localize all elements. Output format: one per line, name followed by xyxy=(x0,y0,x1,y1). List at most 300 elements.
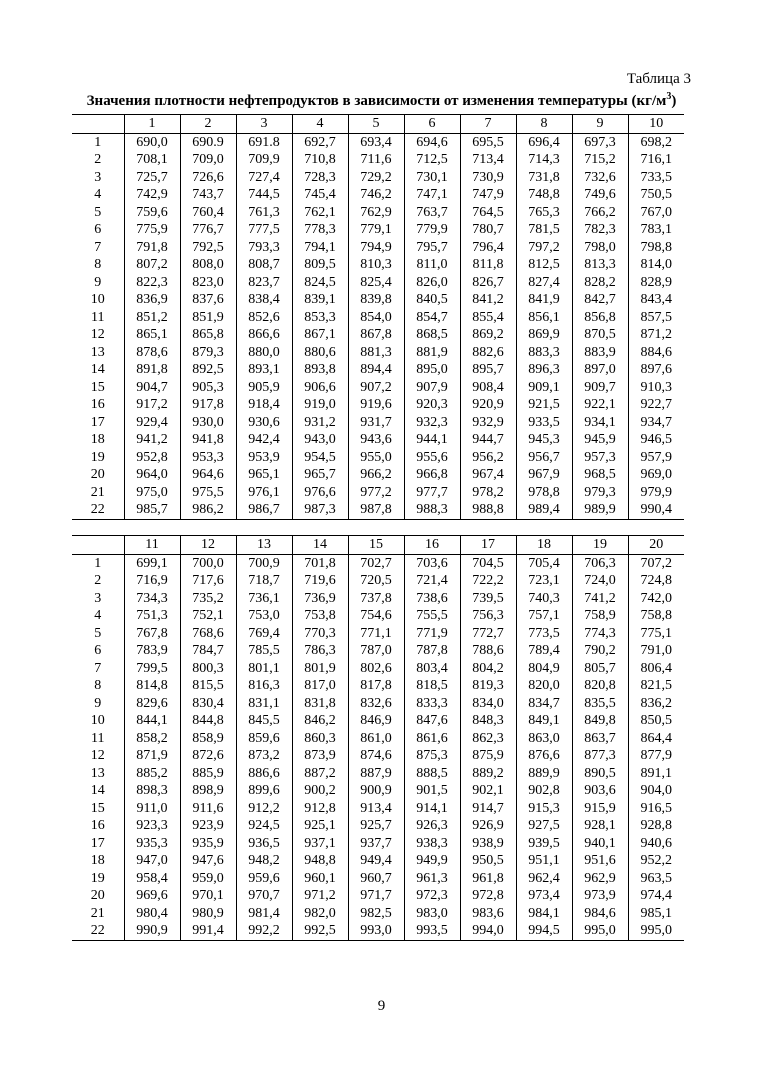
table-cell: 780,7 xyxy=(460,221,516,239)
table-cell: 964,0 xyxy=(124,466,180,484)
table-cell: 845,5 xyxy=(236,712,292,730)
table-cell: 730,1 xyxy=(404,169,460,187)
table-cell: 931,7 xyxy=(348,414,404,432)
table-cell: 878,6 xyxy=(124,344,180,362)
table-cell: 791,0 xyxy=(628,642,684,660)
table-cell: 874,6 xyxy=(348,747,404,765)
table-cell: 937,1 xyxy=(292,835,348,853)
table-cell: 896,3 xyxy=(516,361,572,379)
table-cell: 920,3 xyxy=(404,396,460,414)
table-cell: 700,9 xyxy=(236,554,292,572)
table-cell: 943,6 xyxy=(348,431,404,449)
table-cell: 978,8 xyxy=(516,484,572,502)
table-cell: 860,3 xyxy=(292,730,348,748)
column-header: 19 xyxy=(572,536,628,555)
table-cell: 837,6 xyxy=(180,291,236,309)
table-cell: 935,9 xyxy=(180,835,236,853)
table-cell: 748,8 xyxy=(516,186,572,204)
table-row xyxy=(72,905,684,923)
table-cell: 919,6 xyxy=(348,396,404,414)
table-cell: 770,3 xyxy=(292,625,348,643)
table-cell: 904,0 xyxy=(628,782,684,800)
table-cell: 850,5 xyxy=(628,712,684,730)
table-cell: 946,5 xyxy=(628,431,684,449)
table-row xyxy=(72,501,684,519)
table-cell: 690.9 xyxy=(180,133,236,151)
table-cell: 701,8 xyxy=(292,554,348,572)
row-number: 17 xyxy=(90,414,105,430)
table-cell: 713,4 xyxy=(460,151,516,169)
table-row xyxy=(72,186,684,204)
table-cell: 807,2 xyxy=(124,256,180,274)
table-cell: 949,4 xyxy=(348,852,404,870)
table-cell: 740,3 xyxy=(516,590,572,608)
table-cell: 875,9 xyxy=(460,747,516,765)
table-cell: 716,1 xyxy=(628,151,684,169)
table-cell: 836,2 xyxy=(628,695,684,713)
table-cell: 940,6 xyxy=(628,835,684,853)
table-cell: 756,3 xyxy=(460,607,516,625)
table-row xyxy=(72,870,684,888)
column-header: 1 xyxy=(124,115,180,134)
table-cell: 948,2 xyxy=(236,852,292,870)
table-cell: 829,6 xyxy=(124,695,180,713)
row-number: 3 xyxy=(94,169,102,185)
table-cell: 863,7 xyxy=(572,730,628,748)
table-header-row xyxy=(72,115,684,134)
table-cell: 751,3 xyxy=(124,607,180,625)
table-cell: 795,7 xyxy=(404,239,460,257)
table-row xyxy=(72,379,684,397)
table-cell: 834,0 xyxy=(460,695,516,713)
row-number: 7 xyxy=(94,239,102,255)
table-cell: 895,0 xyxy=(404,361,460,379)
table-cell: 848,3 xyxy=(460,712,516,730)
table-cell: 802,6 xyxy=(348,660,404,678)
table-cell: 869,9 xyxy=(516,326,572,344)
table-cell: 993,0 xyxy=(348,922,404,940)
table-cell: 724,8 xyxy=(628,572,684,590)
column-header: 9 xyxy=(572,115,628,134)
table-cell: 925,1 xyxy=(292,817,348,835)
table-cell: 976,1 xyxy=(236,484,292,502)
column-header: 10 xyxy=(628,115,684,134)
table-cell: 692,7 xyxy=(292,133,348,151)
table-cell: 954,5 xyxy=(292,449,348,467)
row-number: 7 xyxy=(94,660,102,676)
table-cell: 736,1 xyxy=(236,590,292,608)
table-cell: 981,4 xyxy=(236,905,292,923)
table-cell: 809,5 xyxy=(292,256,348,274)
table-cell: 872,6 xyxy=(180,747,236,765)
table-cell: 718,7 xyxy=(236,572,292,590)
row-number: 4 xyxy=(94,608,102,624)
table-cell: 827,4 xyxy=(516,274,572,292)
table-cell: 794,1 xyxy=(292,239,348,257)
table-cell: 951,1 xyxy=(516,852,572,870)
row-number: 22 xyxy=(72,501,124,519)
table-cell: 750,5 xyxy=(628,186,684,204)
row-number: 19 xyxy=(90,449,105,465)
table-cell: 992,2 xyxy=(236,922,292,940)
column-header: 12 xyxy=(180,536,236,555)
row-number: 11 xyxy=(91,730,105,746)
table-cell: 787,0 xyxy=(348,642,404,660)
table-cell: 775,1 xyxy=(628,625,684,643)
table-cell: 983,0 xyxy=(404,905,460,923)
table-cell: 830,4 xyxy=(180,695,236,713)
table-cell: 919,0 xyxy=(292,396,348,414)
table-cell: 814,8 xyxy=(124,677,180,695)
table-cell: 960,1 xyxy=(292,870,348,888)
table-cell: 725,7 xyxy=(124,169,180,187)
table-row xyxy=(72,239,684,257)
row-number: 11 xyxy=(91,309,105,325)
table-cell: 978,2 xyxy=(460,484,516,502)
table-cell: 898,3 xyxy=(124,782,180,800)
table-cell: 895,7 xyxy=(460,361,516,379)
table-cell: 831,8 xyxy=(292,695,348,713)
table-cell: 875,3 xyxy=(404,747,460,765)
table-cell: 932,9 xyxy=(460,414,516,432)
table-cell: 787,8 xyxy=(404,642,460,660)
row-number: 19 xyxy=(90,870,105,886)
table-cell: 967,4 xyxy=(460,466,516,484)
table-cell: 776,7 xyxy=(180,221,236,239)
table-cell: 899,6 xyxy=(236,782,292,800)
table-cell: 966,8 xyxy=(404,466,460,484)
table-cell: 792,5 xyxy=(180,239,236,257)
table-cell: 814,0 xyxy=(628,256,684,274)
table-cell: 820,8 xyxy=(572,677,628,695)
table-cell: 925,7 xyxy=(348,817,404,835)
table-cell: 885,9 xyxy=(180,765,236,783)
table-cell: 767,0 xyxy=(628,204,684,222)
column-header: 7 xyxy=(460,115,516,134)
row-number: 10 xyxy=(90,292,105,308)
table-cell: 736,9 xyxy=(292,590,348,608)
table-cell: 870,5 xyxy=(572,326,628,344)
table-row xyxy=(72,466,684,484)
table-row xyxy=(72,572,684,590)
row-number: 2 xyxy=(94,573,102,589)
table-row xyxy=(72,712,684,730)
table-cell: 959,6 xyxy=(236,870,292,888)
table-cell: 993,5 xyxy=(404,922,460,940)
table-cell: 969,0 xyxy=(628,466,684,484)
table-cell: 865,8 xyxy=(180,326,236,344)
table-cell: 881,9 xyxy=(404,344,460,362)
table-cell: 753,0 xyxy=(236,607,292,625)
table-cell: 731,8 xyxy=(516,169,572,187)
table-cell: 904,7 xyxy=(124,379,180,397)
table-cell: 852,6 xyxy=(236,309,292,327)
header-corner-cell xyxy=(72,536,124,555)
table-cell: 712,5 xyxy=(404,151,460,169)
table-cell: 953,9 xyxy=(236,449,292,467)
column-header: 4 xyxy=(292,115,348,134)
table-cell: 884,6 xyxy=(628,344,684,362)
table-cell: 800,3 xyxy=(180,660,236,678)
table-cell: 944,7 xyxy=(460,431,516,449)
table-cell: 764,5 xyxy=(460,204,516,222)
table-row xyxy=(72,274,684,292)
table-cell: 991,4 xyxy=(180,922,236,940)
table-cell: 817,0 xyxy=(292,677,348,695)
table-cell: 922,7 xyxy=(628,396,684,414)
table-cell: 784,7 xyxy=(180,642,236,660)
row-number: 20 xyxy=(90,888,105,904)
table-cell: 765,3 xyxy=(516,204,572,222)
row-number: 1 xyxy=(94,555,102,571)
table-cell: 783,1 xyxy=(628,221,684,239)
table-cell: 778,3 xyxy=(292,221,348,239)
table-cell: 742,9 xyxy=(124,186,180,204)
row-number: 5 xyxy=(94,204,102,220)
table-cell: 961,8 xyxy=(460,870,516,888)
table-row xyxy=(72,817,684,835)
table-row xyxy=(72,221,684,239)
table-cell: 907,2 xyxy=(348,379,404,397)
table-cell: 980,4 xyxy=(124,905,180,923)
table-cell: 717,6 xyxy=(180,572,236,590)
table-row xyxy=(72,677,684,695)
table-cell: 716,9 xyxy=(124,572,180,590)
table-cell: 777,5 xyxy=(236,221,292,239)
table-cell: 902,8 xyxy=(516,782,572,800)
table-cell: 982,0 xyxy=(292,905,348,923)
table-cell: 695,5 xyxy=(460,133,516,151)
table-cell: 969,6 xyxy=(124,887,180,905)
table-cell: 873,2 xyxy=(236,747,292,765)
table-cell: 908,4 xyxy=(460,379,516,397)
table-cell: 940,1 xyxy=(572,835,628,853)
table-cell: 868,5 xyxy=(404,326,460,344)
table-cell: 811,8 xyxy=(460,256,516,274)
table-cell: 973,4 xyxy=(516,887,572,905)
table-cell: 858,9 xyxy=(180,730,236,748)
table-cell: 934,1 xyxy=(572,414,628,432)
table-cell: 711,6 xyxy=(348,151,404,169)
table-cell: 715,2 xyxy=(572,151,628,169)
table-cell: 859,6 xyxy=(236,730,292,748)
table-row xyxy=(72,133,684,151)
table-cell: 985,7 xyxy=(124,501,180,519)
table-cell: 889,2 xyxy=(460,765,516,783)
table-cell: 911,0 xyxy=(124,800,180,818)
table-cell: 806,4 xyxy=(628,660,684,678)
table-cell: 798,0 xyxy=(572,239,628,257)
table-cell: 739,5 xyxy=(460,590,516,608)
table-cell: 962,4 xyxy=(516,870,572,888)
table-cell: 746,2 xyxy=(348,186,404,204)
table-cell: 953,3 xyxy=(180,449,236,467)
density-table-1 xyxy=(72,114,684,520)
table-cell: 737,8 xyxy=(348,590,404,608)
table-cell: 891,1 xyxy=(628,765,684,783)
table-cell: 826,7 xyxy=(460,274,516,292)
table-cell: 881,3 xyxy=(348,344,404,362)
table-cell: 724,0 xyxy=(572,572,628,590)
table-cell: 947,6 xyxy=(180,852,236,870)
column-header: 5 xyxy=(348,115,404,134)
row-number: 10 xyxy=(90,713,105,729)
table-cell: 928,8 xyxy=(628,817,684,835)
table-cell: 816,3 xyxy=(236,677,292,695)
table-cell: 974,4 xyxy=(628,887,684,905)
table-cell: 810,3 xyxy=(348,256,404,274)
table-cell: 871,2 xyxy=(628,326,684,344)
table-cell: 943,0 xyxy=(292,431,348,449)
table-cell: 921,5 xyxy=(516,396,572,414)
table-cell: 971,2 xyxy=(292,887,348,905)
table-cell: 719,6 xyxy=(292,572,348,590)
table-cell: 785,5 xyxy=(236,642,292,660)
table-cell: 914,1 xyxy=(404,800,460,818)
table-cell: 927,5 xyxy=(516,817,572,835)
table-row xyxy=(72,309,684,327)
table-cell: 760,4 xyxy=(180,204,236,222)
table-cell: 794,9 xyxy=(348,239,404,257)
table-cell: 815,5 xyxy=(180,677,236,695)
table-cell: 790,2 xyxy=(572,642,628,660)
table-cell: 822,3 xyxy=(124,274,180,292)
row-number: 22 xyxy=(72,922,124,940)
table-cell: 804,9 xyxy=(516,660,572,678)
table-cell: 935,3 xyxy=(124,835,180,853)
table-cell: 693,4 xyxy=(348,133,404,151)
table-cell: 988,3 xyxy=(404,501,460,519)
table-cell: 747,1 xyxy=(404,186,460,204)
table-cell: 963,5 xyxy=(628,870,684,888)
table-cell: 755,5 xyxy=(404,607,460,625)
table-cell: 779,9 xyxy=(404,221,460,239)
table-cell: 818,5 xyxy=(404,677,460,695)
table-cell: 853,3 xyxy=(292,309,348,327)
table-cell: 971,7 xyxy=(348,887,404,905)
header-corner-cell xyxy=(72,115,124,134)
table-cell: 752,1 xyxy=(180,607,236,625)
table-cell: 754,6 xyxy=(348,607,404,625)
table-cell: 911,6 xyxy=(180,800,236,818)
table-cell: 909,1 xyxy=(516,379,572,397)
table-cell: 808,7 xyxy=(236,256,292,274)
title-superscript: 3 xyxy=(666,91,672,102)
table-cell: 774,3 xyxy=(572,625,628,643)
table-cell: 820,0 xyxy=(516,677,572,695)
table-cell: 839,8 xyxy=(348,291,404,309)
table-row xyxy=(72,291,684,309)
table-cell: 917,2 xyxy=(124,396,180,414)
table-cell: 958,4 xyxy=(124,870,180,888)
table-cell: 918,4 xyxy=(236,396,292,414)
row-number: 6 xyxy=(94,222,102,238)
table-cell: 972,8 xyxy=(460,887,516,905)
table-cell: 758,9 xyxy=(572,607,628,625)
table-cell: 880,6 xyxy=(292,344,348,362)
table-cell: 952,8 xyxy=(124,449,180,467)
table-cell: 952,2 xyxy=(628,852,684,870)
title-closing: ) xyxy=(671,93,677,109)
table-cell: 706,3 xyxy=(572,554,628,572)
table-cell: 949,9 xyxy=(404,852,460,870)
table-cell: 867,8 xyxy=(348,326,404,344)
table-cell: 970,1 xyxy=(180,887,236,905)
table-cell: 938,9 xyxy=(460,835,516,853)
table-cell: 858,2 xyxy=(124,730,180,748)
table-cell: 979,9 xyxy=(628,484,684,502)
table-cell: 772,7 xyxy=(460,625,516,643)
table-cell: 973,9 xyxy=(572,887,628,905)
table-row xyxy=(72,590,684,608)
table-cell: 989,9 xyxy=(572,501,628,519)
table-row xyxy=(72,730,684,748)
table-cell: 975,0 xyxy=(124,484,180,502)
table-cell: 705,4 xyxy=(516,554,572,572)
table-cell: 912,2 xyxy=(236,800,292,818)
table-cell: 962,9 xyxy=(572,870,628,888)
table-cell: 749,6 xyxy=(572,186,628,204)
table-cell: 983,6 xyxy=(460,905,516,923)
table-cell: 985,1 xyxy=(628,905,684,923)
table-cell: 793,3 xyxy=(236,239,292,257)
table-cell: 892,5 xyxy=(180,361,236,379)
table-cell: 931,2 xyxy=(292,414,348,432)
table-cell: 945,3 xyxy=(516,431,572,449)
row-number: 6 xyxy=(94,643,102,659)
row-number: 4 xyxy=(94,187,102,203)
table-cell: 788,6 xyxy=(460,642,516,660)
row-number: 17 xyxy=(90,835,105,851)
row-number: 9 xyxy=(94,274,102,290)
table-cell: 947,0 xyxy=(124,852,180,870)
table-row xyxy=(72,835,684,853)
table-row xyxy=(72,449,684,467)
table-cell: 702,7 xyxy=(348,554,404,572)
table-cell: 994,5 xyxy=(516,922,572,940)
table-cell: 951,6 xyxy=(572,852,628,870)
table-cell: 871,9 xyxy=(124,747,180,765)
table-cell: 883,3 xyxy=(516,344,572,362)
table-cell: 843,4 xyxy=(628,291,684,309)
table-cell: 893,8 xyxy=(292,361,348,379)
table-cell: 691.8 xyxy=(236,133,292,151)
table-cell: 882,6 xyxy=(460,344,516,362)
table-cell: 897,6 xyxy=(628,361,684,379)
column-header: 16 xyxy=(404,536,460,555)
table-cell: 866,6 xyxy=(236,326,292,344)
table-cell: 965,1 xyxy=(236,466,292,484)
table-cell: 835,5 xyxy=(572,695,628,713)
table-row xyxy=(72,204,684,222)
table-cell: 846,2 xyxy=(292,712,348,730)
table-cell: 696,4 xyxy=(516,133,572,151)
table-cell: 948,8 xyxy=(292,852,348,870)
table-cell: 720,5 xyxy=(348,572,404,590)
table-row xyxy=(72,887,684,905)
table-cell: 994,0 xyxy=(460,922,516,940)
table-cell: 840,5 xyxy=(404,291,460,309)
table-cell: 745,4 xyxy=(292,186,348,204)
row-number: 20 xyxy=(90,467,105,483)
table-cell: 914,7 xyxy=(460,800,516,818)
table-cell: 849,8 xyxy=(572,712,628,730)
table-row xyxy=(72,747,684,765)
table-row xyxy=(72,256,684,274)
table-cell: 897,0 xyxy=(572,361,628,379)
table-cell: 905,3 xyxy=(180,379,236,397)
table-cell: 891,8 xyxy=(124,361,180,379)
